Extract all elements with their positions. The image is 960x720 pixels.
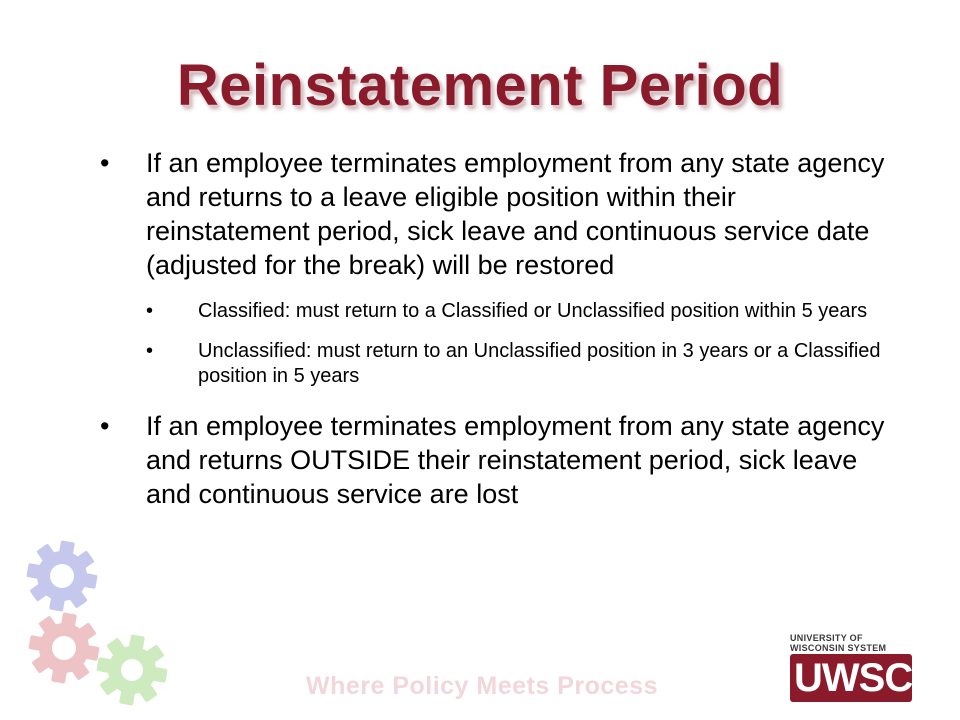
logo-line-system: WISCONSIN SYSTEM	[790, 643, 887, 653]
sub-bullet-1	[100, 299, 900, 324]
uwsc-logo	[790, 632, 914, 702]
slide-title: Reinstatement Period	[176, 53, 784, 118]
sub-bullet-marker: •	[146, 340, 154, 362]
gear-icon	[26, 540, 97, 611]
bullet-2-text: If an employee terminates employment from any state agency and returns OUTSIDE their reinstatement period, sick leave and continuous service are lost	[146, 411, 885, 509]
logo-mark	[790, 654, 912, 702]
gears-decoration	[0, 520, 200, 720]
bullet-1	[100, 146, 900, 282]
tagline: Where Policy Meets Process	[305, 672, 659, 700]
bullet-2	[100, 409, 900, 511]
sub-bullet-1-text: Classified: must return to a Classified or Unclassified position within 5 years	[198, 300, 868, 322]
sub-bullet-2	[100, 339, 900, 389]
bullet-1-text: If an employee terminates employment from any state agency and returns to a leave eligible position within their reinstatement period, sick leave and continuous service date (adjusted for the break) will be restored	[146, 148, 885, 280]
slide-content	[100, 146, 900, 528]
bullet-marker: •	[100, 148, 110, 178]
bullet-marker: •	[100, 411, 110, 441]
sub-bullet-marker: •	[146, 300, 154, 322]
logo-mark-text: UWSC	[794, 656, 913, 700]
sub-bullet-2-text: Unclassified: must return to an Unclassified position in 3 years or a Classified position in 5 years	[198, 340, 881, 387]
gear-icon	[28, 612, 99, 683]
gear-icon	[96, 634, 167, 705]
logo-line-university: UNIVERSITY OF	[790, 633, 863, 643]
